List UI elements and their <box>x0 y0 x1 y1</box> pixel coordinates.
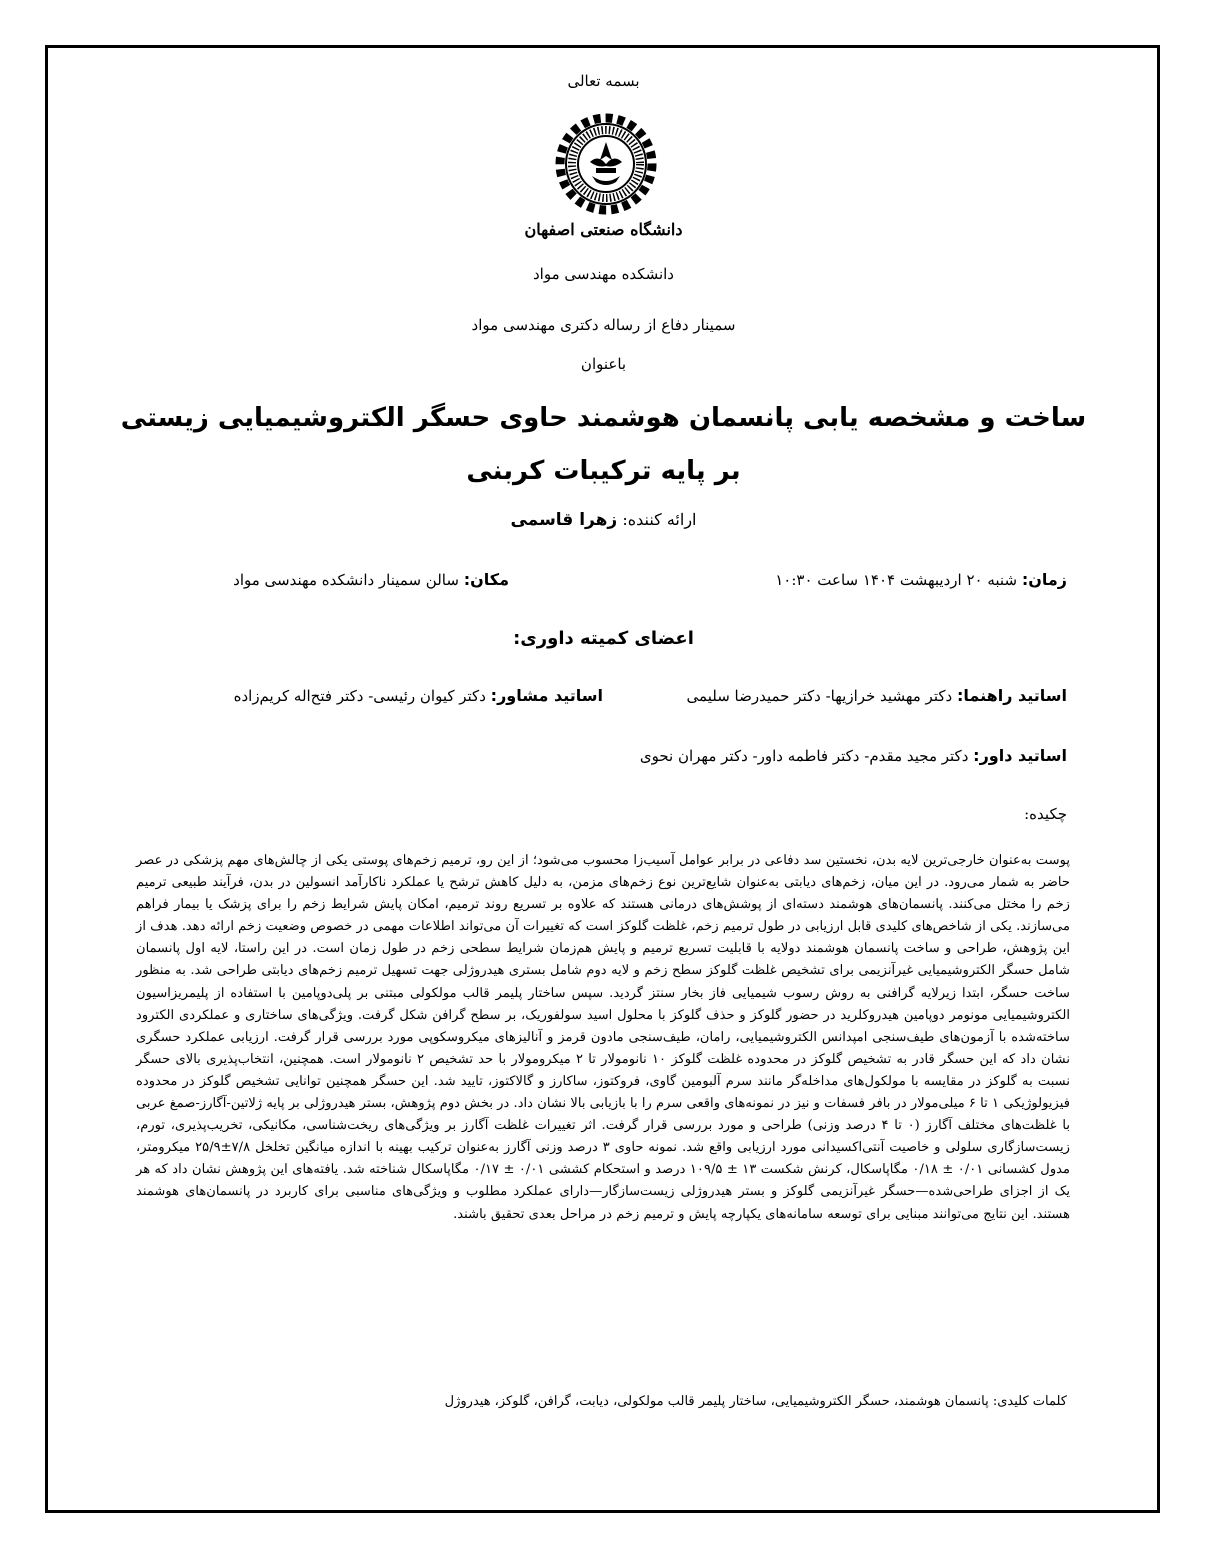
advisors <box>234 686 603 705</box>
supervisors-label: اساتید راهنما: <box>956 686 1067 705</box>
with-title-label: باعنوان <box>580 355 627 373</box>
judges-label: اساتید داور: <box>973 746 1067 765</box>
presenter-name: زهرا قاسمی <box>510 510 618 530</box>
university-emblem-icon <box>554 112 658 216</box>
thesis-title-line1: ساخت و مشخصه یابی پانسمان هوشمند حاوی حسگر الکتروشیمیایی زیستی <box>120 403 1087 433</box>
abstract-text: پوست به‌عنوان خارجی‌ترین لایه بدن، نخستین سد دفاعی در برابر عوامل آسیب‌زا محسوب می‌شود؛ از این رو، ترمیم زخم‌های پوستی یکی از چالش‌های مهم پزشکی در عصر حاضر به شمار می‌رود. در این میان، زخم‌های دیابتی به‌عنوان شایع‌ترین نوع زخم‌های مزمن، به دلیل کاهش ترشح یا عملکرد ناکارآمد انسولین در بدن، فرآیند طبیعی ترمیم زخم را مختل می‌کنند. پانسمان‌های هوشمند دسته‌ای از پوشش‌های درمانی هستند که علاوه بر تسریع روند ترمیم، امکان پایش شرایط زخم را برای پزشک یا بیمار فراهم می‌سازند. یکی از شاخص‌های کلیدی قابل ارزیابی در طول ترمیم زخم، غلظت گلوکز است که تغییرات آن می‌تواند اطلاعات مهمی در خصوص وضعیت زخم ارائه دهد. هدف از این پژوهش، طراحی و ساخت پانسمان هوشمند دولایه با قابلیت تسریع ترمیم و پایش هم‌زمان شرایط سطحی زخم در طول زمان است. در این راستا، لایه اول پانسمان شامل حسگر الکتروشیمیایی غیرآنزیمی برای تشخیص غلظت گلوکز سطح زخم و لایه دوم شامل بستری هیدروژلی جهت تسهیل ترمیم زخم‌های دیابتی طراحی شد. به منظور ساخت حسگر، ابتدا زیرلایه گرافنی به روش رسوب شیمیایی فاز بخار سنتز گردید. سپس ساختار پلیمر قالب مولکولی مبتنی بر پلی‌دوپامین با استفاده از پلیمریزاسیون الکتروشیمیایی مونومر دوپامین هیدروکلرید در حضور گلوکز و حذف گلوکز با محلول اسید سولفوریک، بر سطح گرافن شکل گرفت. ویژگی‌های ساختاری و عملکردی الکترود ساخته‌شده با آزمون‌های طیف‌سنجی امپدانس الکتروشیمیایی، رامان، طیف‌سنجی مادون قرمز و آنالیزهای میکروسکوپی مورد بررسی قرار گرفت. ارزیابی عملکرد حسگری نشان داد که این حسگر قادر به تشخیص گلوکز در محدوده غلظت گلوکز ۱۰ نانومولار تا ۲ میکرومولار با حد تشخیص ۲ نانومولار است. همچنین، انتخاب‌پذیری بالای حسگر نسبت به گلوکز در مقایسه با مولکول‌های مداخله‌گر مانند سرم آلبومین گاوی، فروکتوز، ساکارز و گالاکتوز، تایید شد. این حسگر همچنین توانایی تشخیص گلوکز در محدوده فیزیولوژیکی ۱ تا ۶ میلی‌مولار در بافر فسفات و نیز در نمونه‌های واقعی سرم را با بازیابی بالا نشان داد. در بخش دوم پژوهش، بستر هیدروژلی بر پایه ژلاتین-آگارز-صمغ عربی با غلظت‌های مختلف آگارز (۰ تا ۴ درصد وزنی) طراحی و مورد بررسی قرار گرفت. اثر تغییرات غلظت آگارز بر ویژگی‌های ریخت‌شناسی، مکانیکی، تخریب‌پذیری، تورم، زیست‌سازگاری سلولی و خاصیت آنتی‌اکسیدانی مورد ارزیابی واقع شد. نمونه حاوی ۳ درصد وزنی آگارز به‌عنوان ترکیب بهینه با اندازه میانگین تخلخل ۷/۸±۲۵/۹ میکرومتر، مدول کشسانی ۰/۰۱ ± ۰/۱۸ مگاپاسکال، کرنش شکست ۱۳ ± ۱۰۹/۵ درصد و استحکام کششی ۰/۰۱ ± ۰/۱۷ مگاپاسکال شناخته شد. یافته‌های این پژوهش نشان داد که هر یک از اجزای طراحی‌شده—حسگر غیرآنزیمی گلوکز و بستر هیدروژلی زیست‌سازگار—دارای عملکرد مطلوب و ویژگی‌های مناسبی برای کاربرد در پانسمان‌های هوشمند هستند. این نتایج می‌توانند مبنایی برای توسعه سامانه‌های یکپارچه پایش و ترمیم زخم در مراحل بعدی تحقیق باشند. <box>136 853 1071 1222</box>
advisors-names: دکتر کیوان رئیسی- دکتر فتح‌اله کریم‌زاده <box>233 687 486 705</box>
place-value: سالن سمینار دانشکده مهندسی مواد <box>233 571 459 589</box>
abstract-heading: چکیده: <box>1024 805 1067 823</box>
presenter <box>0 510 1207 530</box>
seminar-type: سمینار دفاع از رساله دکتری مهندسی مواد <box>471 316 736 334</box>
event-time <box>775 570 1067 589</box>
judges-names: دکتر مجید مقدم- دکتر فاطمه داور- دکتر مهران نحوی <box>639 747 969 765</box>
time-label: زمان: <box>1021 570 1067 589</box>
supervisors <box>687 686 1067 705</box>
supervisors-names: دکتر مهشید خرازیها- دکتر حمیدرضا سلیمی <box>686 687 953 705</box>
faculty-name: دانشکده مهندسی مواد <box>532 265 674 283</box>
advisors-label: اساتید مشاور: <box>490 686 603 705</box>
time-value: شنبه ۲۰ اردیبهشت ۱۴۰۴ ساعت ۱۰:۳۰ <box>775 571 1018 589</box>
presenter-label: ارائه کننده: <box>622 510 697 529</box>
university-name: دانشگاه صنعتی اصفهان <box>524 220 683 239</box>
basmala: بسمه تعالی <box>567 72 640 90</box>
judges <box>640 746 1067 765</box>
thesis-title-line2: بر پایه ترکیبات کربنی <box>466 456 741 486</box>
event-place <box>233 570 509 589</box>
keywords: کلمات کلیدی: پانسمان هوشمند، حسگر الکتروشیمیایی، ساختار پلیمر قالب مولکولی، دیابت، گرافن، گلوکز، هیدروژل <box>444 1394 1067 1409</box>
place-label: مکان: <box>463 570 509 589</box>
committee-heading: اعضای کمیته داوری: <box>513 628 694 649</box>
